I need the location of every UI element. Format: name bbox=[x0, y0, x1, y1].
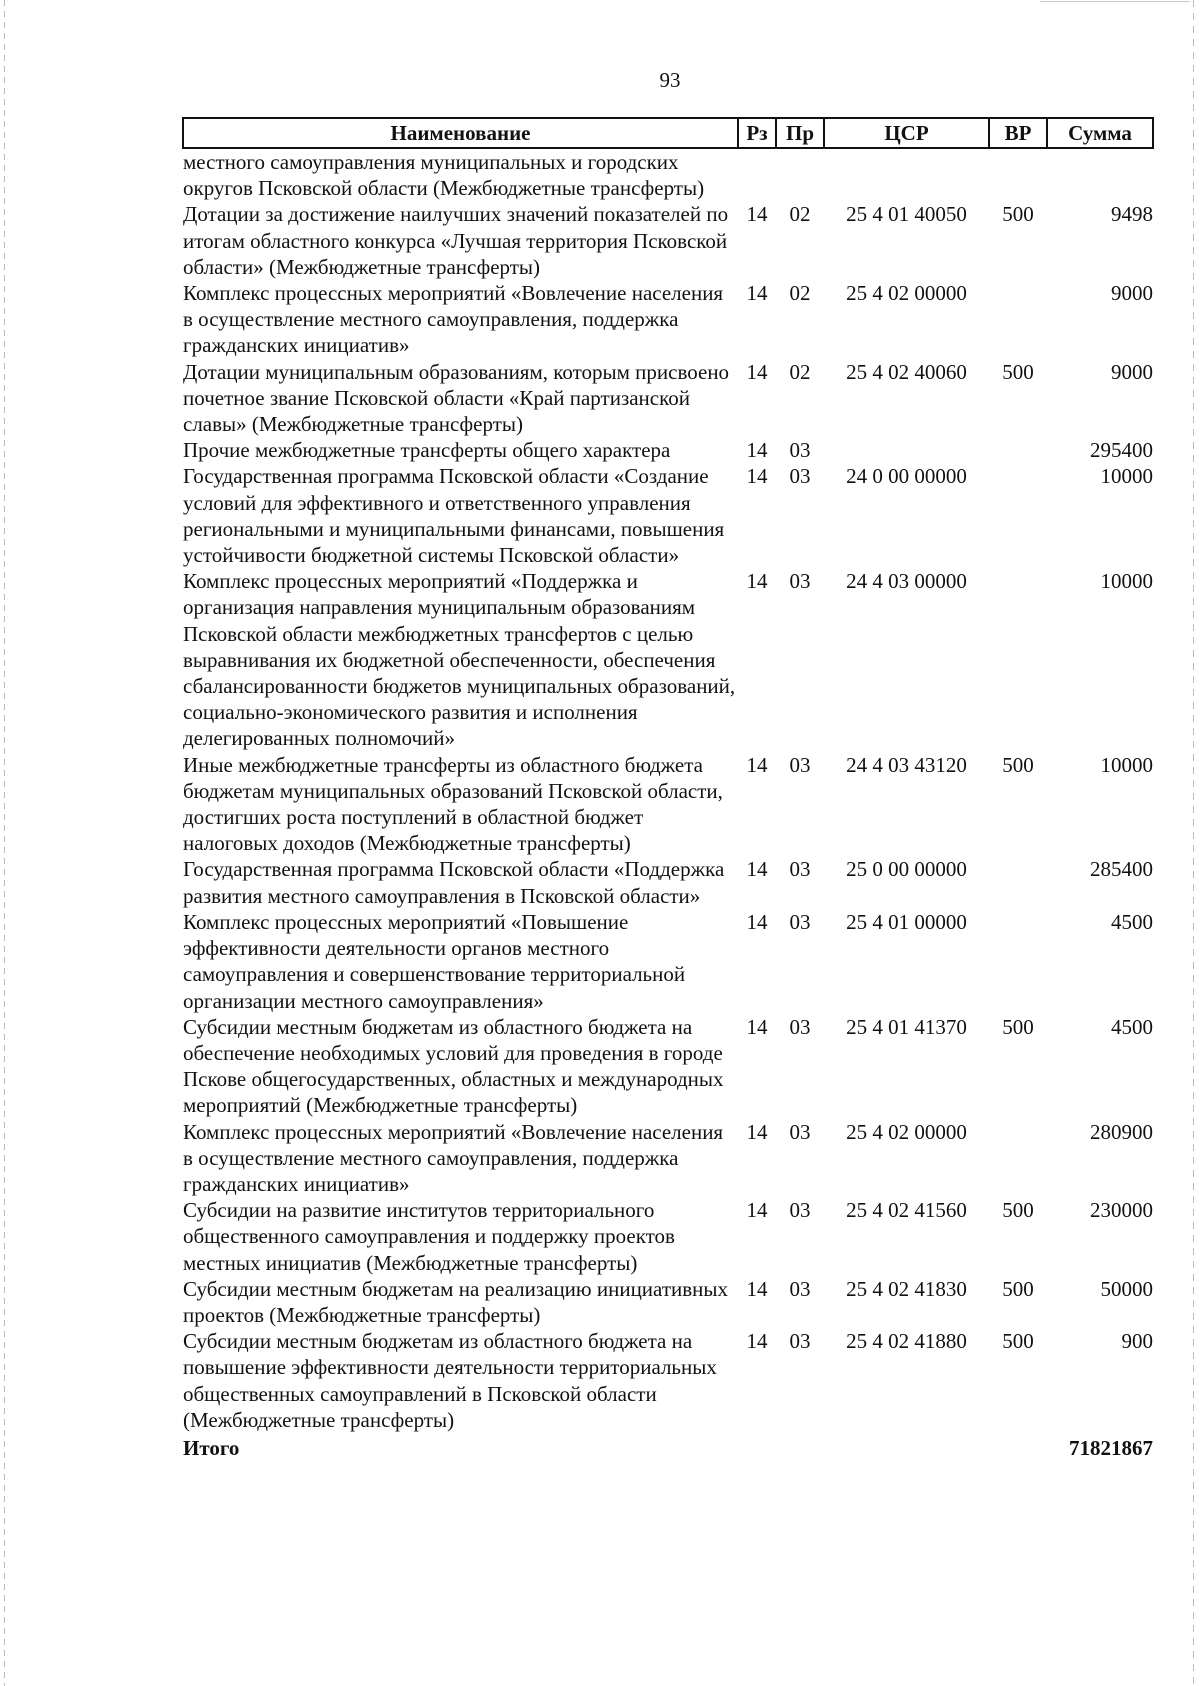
cell-sum: 4500 bbox=[1111, 909, 1153, 934]
cell-sum: 900 bbox=[1121, 1329, 1153, 1354]
cell-csr: 25 4 02 41830 bbox=[846, 1276, 967, 1301]
total-row bbox=[183, 1433, 1153, 1461]
cell-sum bbox=[1047, 148, 1153, 201]
cell-rz: 14 bbox=[746, 202, 768, 227]
cell-name: Субсидии местным бюджетам из областного бюджета на повышение эффективности деятельности территориальных общественных самоуправлений в Псковской области (Межбюджетные трансферты) bbox=[183, 1329, 717, 1432]
cell-vr bbox=[989, 909, 1047, 1014]
cell-pr: 03 bbox=[789, 752, 811, 777]
cell-vr: 500 bbox=[1002, 1329, 1034, 1354]
cell-name: Иные межбюджетные трансферты из областного бюджета бюджетам муниципальных образований Псковской области, достигших роста поступлений в областной бюджет налоговых доходов (Межбюджетные трансферты) bbox=[183, 752, 723, 856]
cell-pr: 02 bbox=[789, 359, 811, 384]
cell-pr: 02 bbox=[789, 281, 811, 306]
cell-csr: 24 0 00 00000 bbox=[846, 464, 967, 489]
cell-csr: 25 0 00 00000 bbox=[846, 857, 967, 882]
cell-sum: 280900 bbox=[1090, 1119, 1153, 1144]
cell-vr bbox=[989, 1119, 1047, 1198]
table-row bbox=[183, 280, 1153, 359]
cell-name: Субсидии на развитие институтов территориального общественного самоуправления и поддержку проектов местных инициатив (Межбюджетные трансферты) bbox=[183, 1198, 675, 1275]
scan-edge-top bbox=[1040, 1, 1190, 2]
cell-rz: 14 bbox=[746, 909, 768, 934]
cell-vr: 500 bbox=[1002, 1198, 1034, 1223]
cell-pr: 03 bbox=[789, 1276, 811, 1301]
cell-name: Субсидии местным бюджетам на реализацию инициативных проектов (Межбюджетные трансферты) bbox=[183, 1276, 729, 1327]
total-label: Итого bbox=[183, 1435, 240, 1460]
table-row bbox=[183, 568, 1153, 751]
cell-csr: 25 4 02 41560 bbox=[846, 1198, 967, 1223]
header-pr: Пр bbox=[776, 118, 824, 148]
total-sum: 71821867 bbox=[1069, 1435, 1153, 1460]
header-name: Наименование bbox=[183, 118, 738, 148]
table-row bbox=[183, 1197, 1153, 1276]
cell-csr: 25 4 02 41880 bbox=[846, 1329, 967, 1354]
cell-name: Комплекс процессных мероприятий «Вовлечение населения в осуществление местного самоуправления, поддержка гражданских инициатив» bbox=[183, 281, 724, 358]
cell-vr: 500 bbox=[1002, 752, 1034, 777]
cell-rz: 14 bbox=[746, 1198, 768, 1223]
cell-rz: 14 bbox=[746, 857, 768, 882]
cell-csr: 25 4 01 41370 bbox=[846, 1014, 967, 1039]
header-sum: Сумма bbox=[1047, 118, 1153, 148]
cell-rz: 14 bbox=[746, 1014, 768, 1039]
cell-csr: 25 4 01 40050 bbox=[846, 202, 967, 227]
cell-name: местного самоуправления муниципальных и городских округов Псковской области (Межбюджетные трансферты) bbox=[183, 150, 705, 201]
cell-sum: 9000 bbox=[1111, 281, 1153, 306]
cell-rz: 14 bbox=[746, 281, 768, 306]
cell-csr: 24 4 03 00000 bbox=[846, 569, 967, 594]
cell-name: Комплекс процессных мероприятий «Повышение эффективности деятельности органов местного самоуправления и совершенствование территориальной организации местного самоуправления» bbox=[183, 909, 686, 1013]
cell-vr bbox=[989, 148, 1047, 201]
cell-name: Дотации муниципальным образованиям, которым присвоено почетное звание Псковской области «Край партизанской славы» (Межбюджетные трансферты) bbox=[183, 359, 730, 437]
cell-vr: 500 bbox=[1002, 1014, 1034, 1039]
cell-csr bbox=[824, 437, 989, 463]
table-row bbox=[183, 856, 1153, 908]
cell-vr: 500 bbox=[1002, 202, 1034, 227]
cell-sum: 10000 bbox=[1100, 752, 1153, 777]
cell-pr: 02 bbox=[789, 202, 811, 227]
table-row bbox=[183, 359, 1153, 438]
cell-csr: 25 4 02 00000 bbox=[846, 1119, 967, 1144]
header-csr: ЦСР bbox=[824, 118, 989, 148]
table-row bbox=[183, 463, 1153, 568]
cell-sum: 10000 bbox=[1100, 464, 1153, 489]
cell-name: Государственная программа Псковской области «Поддержка развития местного самоуправления в Псковской области» bbox=[183, 857, 725, 908]
cell-name: Комплекс процессных мероприятий «Поддержка и организация направления муниципальным образованиям Псковской области межбюджетных трансфертов с целью выравнивания их бюджетной обеспеченности, обеспечения сбалансированности бюджетов муниципальных образований, социально-экономического развития и исполнения делегированных полномочий» bbox=[183, 569, 736, 751]
cell-rz: 14 bbox=[746, 569, 768, 594]
cell-vr bbox=[989, 280, 1047, 359]
cell-pr: 03 bbox=[789, 909, 811, 934]
cell-pr: 03 bbox=[789, 857, 811, 882]
cell-rz: 14 bbox=[746, 438, 768, 463]
table-row bbox=[183, 752, 1153, 857]
header-vr: ВР bbox=[989, 118, 1047, 148]
table-row bbox=[183, 909, 1153, 1014]
cell-csr: 25 4 02 00000 bbox=[846, 281, 967, 306]
table-row bbox=[183, 1014, 1153, 1119]
cell-pr: 03 bbox=[789, 1014, 811, 1039]
cell-sum: 50000 bbox=[1100, 1276, 1153, 1301]
cell-vr bbox=[989, 856, 1047, 908]
cell-sum: 10000 bbox=[1100, 569, 1153, 594]
cell-csr: 25 4 01 00000 bbox=[846, 909, 967, 934]
table-row bbox=[183, 1328, 1153, 1433]
table-row bbox=[183, 1276, 1153, 1328]
cell-rz: 14 bbox=[746, 1276, 768, 1301]
table-row bbox=[183, 1119, 1153, 1198]
cell-sum: 295400 bbox=[1090, 438, 1153, 463]
cell-rz: 14 bbox=[746, 1329, 768, 1354]
cell-sum: 9498 bbox=[1111, 202, 1153, 227]
cell-pr bbox=[776, 148, 824, 201]
cell-pr: 03 bbox=[789, 1198, 811, 1223]
cell-name: Комплекс процессных мероприятий «Вовлечение населения в осуществление местного самоуправления, поддержка гражданских инициатив» bbox=[183, 1119, 724, 1196]
table-header-row bbox=[183, 118, 1153, 148]
cell-name: Дотации за достижение наилучших значений показателей по итогам областного конкурса «Лучшая территория Псковской области» (Межбюджетные трансферты) bbox=[183, 202, 729, 279]
cell-pr: 03 bbox=[789, 1119, 811, 1144]
table-row bbox=[183, 201, 1153, 280]
cell-sum: 9000 bbox=[1111, 359, 1153, 384]
cell-rz: 14 bbox=[746, 752, 768, 777]
table-row bbox=[183, 148, 1153, 201]
cell-sum: 4500 bbox=[1111, 1014, 1153, 1039]
cell-sum: 285400 bbox=[1090, 857, 1153, 882]
cell-sum: 230000 bbox=[1090, 1198, 1153, 1223]
cell-pr: 03 bbox=[789, 464, 811, 489]
cell-name: Субсидии местным бюджетам из областного бюджета на обеспечение необходимых условий для проведения в городе Пскове общегосударственных, областных и международных мероприятий (Межбюджетные трансферты) bbox=[183, 1014, 724, 1118]
cell-name: Прочие межбюджетные трансферты общего характера bbox=[183, 438, 671, 463]
cell-vr bbox=[989, 437, 1047, 463]
page-number: 93 bbox=[659, 68, 681, 92]
cell-rz: 14 bbox=[746, 1119, 768, 1144]
cell-vr bbox=[989, 568, 1047, 751]
cell-csr bbox=[824, 148, 989, 201]
cell-pr: 03 bbox=[789, 438, 811, 463]
cell-vr bbox=[989, 463, 1047, 568]
table-body bbox=[183, 148, 1153, 1461]
scan-edge-left bbox=[4, 0, 5, 1686]
cell-csr: 24 4 03 43120 bbox=[846, 752, 967, 777]
cell-rz bbox=[738, 148, 776, 201]
cell-pr: 03 bbox=[789, 1329, 811, 1354]
scan-edge-right bbox=[1193, 0, 1194, 1686]
cell-name: Государственная программа Псковской области «Создание условий для эффективного и ответственного управления региональными и муниципальными финансами, повышения устойчивости бюджетной системы Псковской области» bbox=[183, 464, 725, 568]
cell-rz: 14 bbox=[746, 359, 768, 384]
budget-table bbox=[182, 117, 1154, 1461]
cell-pr: 03 bbox=[789, 569, 811, 594]
cell-csr: 25 4 02 40060 bbox=[846, 359, 967, 384]
header-rz: Рз bbox=[738, 118, 776, 148]
table-row bbox=[183, 437, 1153, 463]
cell-vr: 500 bbox=[1002, 1276, 1034, 1301]
cell-rz: 14 bbox=[746, 464, 768, 489]
cell-vr: 500 bbox=[1002, 359, 1034, 384]
